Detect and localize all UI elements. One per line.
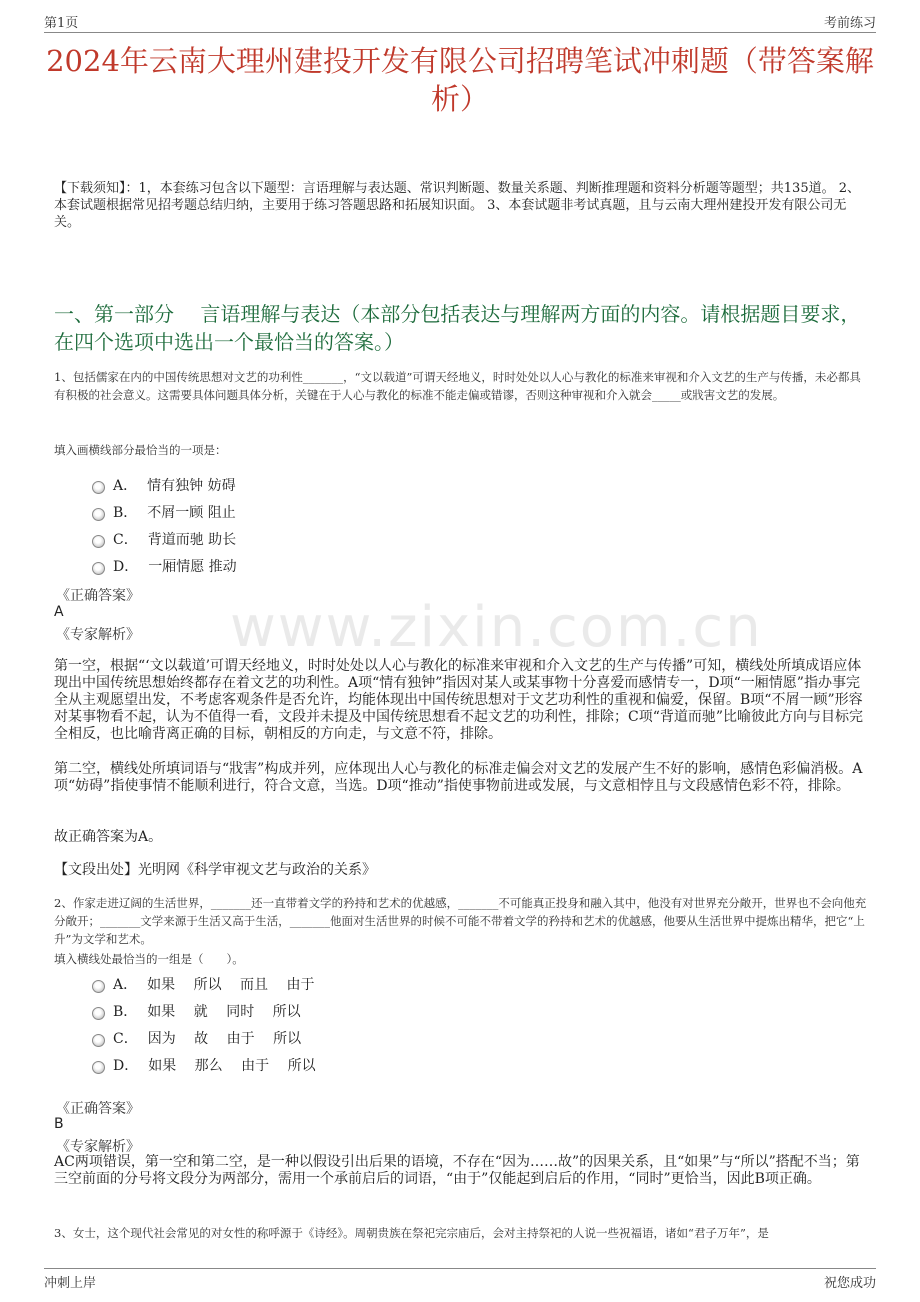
radio-icon[interactable] — [92, 1034, 105, 1047]
option-text: 一厢情愿 推动 — [148, 559, 237, 575]
footer-left-text: 冲刺上岸 — [44, 1276, 97, 1291]
q1-option-c[interactable] — [92, 528, 236, 550]
q1-source: 【文段出处】光明网《科学审视文艺与政治的关系》 — [54, 862, 376, 878]
radio-icon[interactable] — [92, 508, 105, 521]
header-right-text: 考前练习 — [823, 16, 876, 31]
question-2-prompt: 填入横线处最恰当的一组是（ ）。 — [54, 952, 244, 966]
q1-option-d[interactable] — [92, 555, 237, 577]
option-letter: B． — [113, 1004, 138, 1020]
option-letter: C． — [113, 532, 138, 548]
question-3-text: 3、女士，这个现代社会常见的对女性的称呼源于《诗经》。周朝贵族在祭祀完宗庙后，会对主持祭祀的人说一些祝福语，诸如“君子万年”，是 — [54, 1226, 769, 1240]
q1-analysis-label: 《专家解析》 — [56, 627, 140, 643]
question-2-text: 2、作家走进辽阔的生活世界，_______还一直带着文学的矜持和艺术的优越感，_______不可能真正投身和融入其中，他没有对世界充分敞开，世界也不会向他充分敞开；_______文学来源于生活又高于生活，_______他面对生活世界的时候不可能不带着文学的矜持和艺术的优越感，他要从生活世界中提炼出精华，把它“上升”为文学和艺术。 — [54, 896, 867, 946]
q1-analysis-paragraph-1: 第一空，根据“‘文以载道’可谓天经地义，时时处处以人心与教化的标准来审视和介入文艺的生产与传播”可知，横线处所填成语应体现出中国传统思想始终都存在着文艺的功利性。A项“情有独钟”指因对某人或某事物十分喜爱而感情专一，D项“一厢情愿”指办事完全从主观愿望出发，不考虑客观条件是否允许，均能体现出中国传统思想对于文艺功利性的重视和偏爱，保留。B项“不屑一顾”形容对某事物看不起，认为不值得一看，文段并未提及中国传统思想看不起文艺的功利性，排除；C项“背道而驰”比喻彼此方向与目标完全相反，也比喻背离正确的目标，朝相反的方向走，与文意不符，排除。 — [54, 658, 864, 742]
option-text: 不屑一顾 阻止 — [147, 505, 236, 521]
option-text: 情有独钟 妨碍 — [147, 478, 236, 494]
q1-analysis-paragraph-2: 第二空，横线处所填词语与“戕害”构成并列，应体现出人心与教化的标准走偏会对文艺的发展产生不好的影响，感情色彩偏消极。A项“妨碍”指使事情不能顺利进行，符合文意，当选。D项“推动”指使事物前进或发展，与文意相悖且与文段感情色彩不符，排除。 — [54, 761, 863, 794]
option-letter: A． — [113, 478, 138, 494]
q2-option-d[interactable] — [92, 1054, 316, 1076]
option-text: 如果 那么 由于 所以 — [148, 1058, 316, 1074]
page-footer — [44, 1268, 876, 1291]
q2-answer: B — [54, 1116, 64, 1132]
section-heading: 一、第一部分 言语理解与表达（本部分包括表达与理解两方面的内容。请根据题目要求，在四个选项中选出一个最恰当的答案。） — [54, 302, 861, 354]
q2-option-c[interactable] — [92, 1027, 301, 1049]
page-number: 第1页 — [44, 16, 79, 31]
radio-icon[interactable] — [92, 562, 105, 575]
download-notice: 【下载须知】：1，本套练习包含以下题型：言语理解与表达题、常识判断题、数量关系题、判断推理题和资料分析题等题型；共135道。 2、本套试题根据常见招考题总结归纳，主要用于练习答题思路和拓展知识面。 3、本套试题非考试真题，且与云南大理州建投开发有限公司无关。 — [54, 181, 860, 230]
option-text: 背道而驰 助长 — [147, 532, 237, 548]
option-text: 如果 就 同时 所以 — [147, 1004, 301, 1020]
document-title: 2024年云南大理州建投开发有限公司招聘笔试冲刺题（带答案解析） — [46, 44, 874, 116]
question-1-text: 1、包括儒家在内的中国传统思想对文艺的功利性_______，“文以载道”可谓天经地义，时时处处以人心与教化的标准来审视和介入文艺的生产与传播，未必都具有积极的社会意义。这需要具体问题具体分析，关键在于人心与教化的标准不能走偏或错谬，否则这种审视和介入就会_____或戕害文艺的发展。 — [54, 370, 861, 402]
radio-icon[interactable] — [92, 980, 105, 993]
q1-answer-label: 《正确答案》 — [56, 588, 140, 604]
radio-icon[interactable] — [92, 481, 105, 494]
q1-conclusion: 故正确答案为A。 — [54, 829, 163, 845]
footer-right-text: 祝您成功 — [823, 1276, 876, 1291]
q2-analysis-label: 《专家解析》 — [56, 1139, 140, 1155]
q1-option-a[interactable] — [92, 474, 236, 496]
q2-answer-label: 《正确答案》 — [56, 1101, 140, 1117]
option-letter: B． — [113, 505, 138, 521]
option-letter: A． — [113, 977, 138, 993]
question-1-prompt: 填入画横线部分最恰当的一项是： — [54, 443, 227, 457]
watermark: www.zixin.com.cn — [230, 595, 763, 660]
q2-option-a[interactable] — [92, 973, 314, 995]
page-header — [44, 12, 876, 33]
option-text: 如果 所以 而且 由于 — [147, 977, 315, 993]
option-text: 因为 故 由于 所以 — [147, 1031, 302, 1047]
option-letter: D． — [113, 559, 139, 575]
q2-option-b[interactable] — [92, 1000, 301, 1022]
radio-icon[interactable] — [92, 535, 105, 548]
q1-answer: A — [54, 604, 64, 620]
radio-icon[interactable] — [92, 1007, 105, 1020]
radio-icon[interactable] — [92, 1061, 105, 1074]
q2-analysis: AC两项错误，第一空和第二空，是一种以假设引出后果的语境，不存在“因为……故”的因果关系，且“如果”与“所以”搭配不当；第三空前面的分号将文段分为两部分，需用一个承前启后的词语，“由于”仅能起到启后的作用，“同时”更恰当，因此B项正确。 — [54, 1154, 860, 1187]
q1-option-b[interactable] — [92, 501, 236, 523]
option-letter: D． — [113, 1058, 139, 1074]
option-letter: C． — [113, 1031, 138, 1047]
